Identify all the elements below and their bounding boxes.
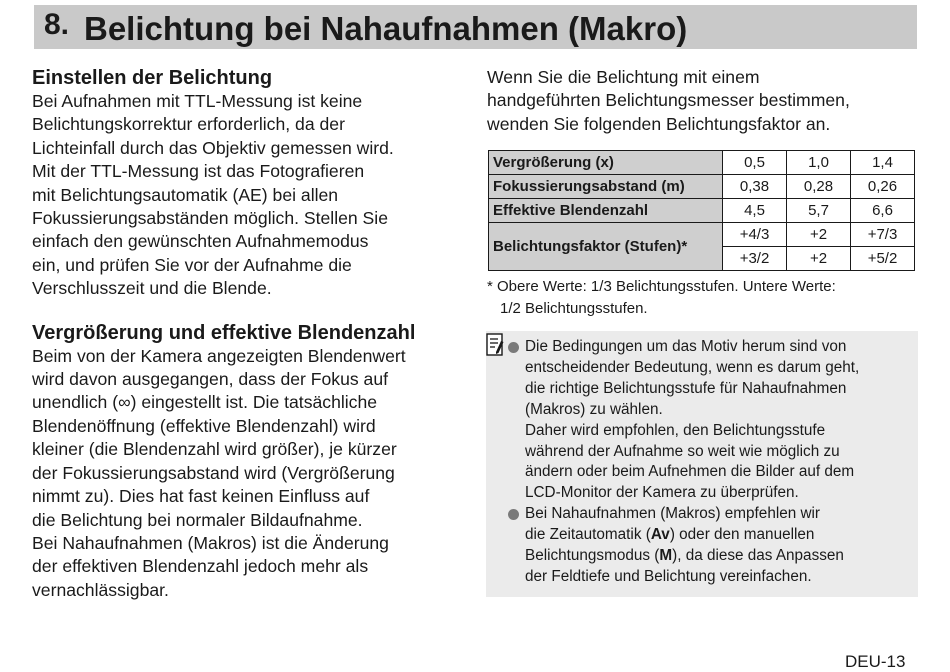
table-cell: 4,5	[723, 199, 787, 223]
text-line: Bei Nahaufnahmen (Makros) empfehlen wir	[525, 505, 821, 523]
paragraph-exposure-setting	[32, 90, 472, 301]
table-row	[489, 175, 915, 199]
mode-m: M	[659, 547, 673, 565]
row-label: Vergrößerung (x)	[489, 151, 723, 175]
left-column	[32, 66, 472, 602]
heading-magnification: Vergrößerung und effektive Blendenzahl	[32, 321, 416, 344]
text-line: Bei Nahaufnahmen (Makros) ist die Änderung	[32, 532, 389, 553]
table-cell: +7/3	[851, 223, 915, 247]
text-line: vernachlässigbar.	[32, 579, 169, 600]
table-cell: +2	[787, 223, 851, 247]
text-line: die Belichtung bei normaler Bildaufnahme.	[32, 509, 363, 530]
text-line: Verschlusszeit und die Blende.	[32, 278, 272, 299]
page-title: Belichtung bei Nahaufnahmen (Makro)	[84, 10, 688, 47]
text-line: einfach den gewünschten Aufnahmemodus	[32, 231, 369, 252]
table-row	[489, 151, 915, 175]
text-line: Mit der TTL-Messung ist das Fotografieren	[32, 161, 365, 182]
footnote-line: * Obere Werte: 1/3 Belichtungsstufen. Untere Werte:	[487, 278, 836, 295]
note-item	[508, 504, 859, 588]
text-line: kleiner (die Blendenzahl wird größer), je kürzer	[32, 439, 397, 460]
text-line: der Feldtiefe und Belichtung vereinfachen.	[525, 567, 812, 585]
table-row	[489, 223, 915, 247]
table-cell: 0,38	[723, 175, 787, 199]
bullet-icon	[508, 342, 519, 353]
section-title-bar	[34, 5, 917, 49]
heading-exposure-setting: Einstellen der Belichtung	[32, 67, 273, 89]
table-cell: +4/3	[723, 223, 787, 247]
text-line: Lichteinfall durch das Objektiv gemessen wird.	[32, 137, 394, 158]
row-label: Effektive Blendenzahl	[489, 199, 723, 223]
right-intro	[487, 66, 919, 136]
memo-icon	[486, 333, 506, 357]
table-footnote	[487, 276, 836, 320]
bullet-icon	[508, 509, 519, 520]
text-line: LCD-Monitor der Kamera zu überprüfen.	[525, 484, 799, 502]
table-cell: +5/2	[851, 247, 915, 271]
text-line: während der Aufnahme so weit wie möglich zu	[525, 442, 840, 460]
text-line: Bei Aufnahmen mit TTL-Messung ist keine	[32, 91, 363, 111]
text-line	[525, 525, 859, 546]
text-line: die richtige Belichtungsstufe für Nahaufnahmen	[525, 379, 847, 397]
text-line: der Fokussierungsabstand wird (Vergrößerung	[32, 462, 395, 483]
text-line: Die Bedingungen um das Motiv herum sind von	[525, 338, 847, 355]
note-item	[508, 337, 859, 504]
table-cell: 0,26	[851, 175, 915, 199]
page-number: DEU-13	[845, 652, 906, 671]
text-line: Blendenöffnung (effektive Blendenzahl) wird	[32, 415, 376, 436]
text-line: ein, und prüfen Sie vor der Aufnahme die	[32, 254, 352, 275]
text-line: (Makros) zu wählen.	[525, 400, 663, 418]
note-box	[486, 331, 918, 597]
text-line: handgeführten Belichtungsmesser bestimmen,	[487, 90, 850, 111]
table-cell: 6,6	[851, 199, 915, 223]
text-line	[525, 546, 859, 567]
text-line: ändern oder beim Aufnehmen die Bilder auf dem	[525, 463, 855, 481]
exposure-factor-table	[488, 150, 915, 271]
table-row	[489, 199, 915, 223]
paragraph-magnification	[32, 345, 472, 602]
table-cell: 0,28	[787, 175, 851, 199]
table-cell: +2	[787, 247, 851, 271]
section-number: 8.	[44, 8, 70, 41]
text-fragment: Belichtungsmodus (	[525, 547, 660, 565]
text-line: nimmt zu). Dies hat fast keinen Einfluss auf	[32, 486, 370, 507]
text-line: mit Belichtungsautomatik (AE) bei allen	[32, 184, 339, 205]
row-label: Fokussierungsabstand (m)	[489, 175, 723, 199]
table-cell: 5,7	[787, 199, 851, 223]
table-cell: 1,0	[787, 151, 851, 175]
table-cell: 1,4	[851, 151, 915, 175]
text-line: wenden Sie folgenden Belichtungsfaktor an.	[487, 113, 831, 134]
text-line: der effektiven Blendenzahl jedoch mehr als	[32, 556, 369, 577]
text-line: Fokussierungsabständen möglich. Stellen Sie	[32, 208, 388, 229]
text-line: Wenn Sie die Belichtung mit einem	[487, 67, 760, 87]
row-label: Belichtungsfaktor (Stufen)*	[489, 223, 723, 271]
text-line: entscheidender Bedeutung, wenn es darum geht,	[525, 358, 860, 376]
text-line: Daher wird empfohlen, den Belichtungsstufe	[525, 421, 826, 439]
text-line: unendlich (∞) eingestellt ist. Die tatsächliche	[32, 392, 378, 413]
text-line: Belichtungskorrektur erforderlich, da der	[32, 114, 345, 135]
mode-av: Av	[650, 526, 670, 544]
note-list	[508, 337, 859, 588]
text-fragment: die Zeitautomatik (	[525, 526, 651, 544]
intro-paragraph	[487, 66, 919, 136]
text-fragment: ) oder den manuellen	[669, 526, 815, 544]
table-cell: +3/2	[723, 247, 787, 271]
text-fragment: ), da diese das Anpassen	[672, 547, 844, 565]
table-cell: 0,5	[723, 151, 787, 175]
text-line: Beim von der Kamera angezeigten Blendenwert	[32, 345, 406, 366]
text-line: wird davon ausgegangen, dass der Fokus auf	[32, 369, 389, 390]
footnote-line: 1/2 Belichtungsstufen.	[500, 300, 648, 317]
